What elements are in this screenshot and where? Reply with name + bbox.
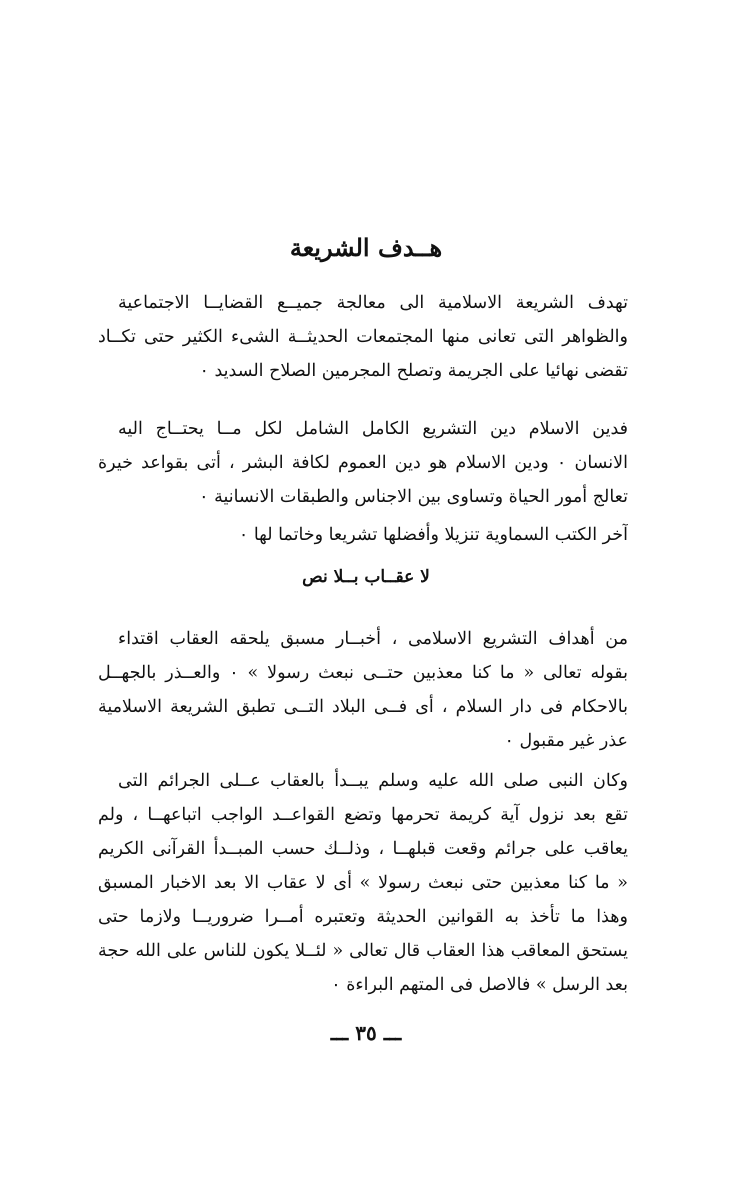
text-line: والظواهر التى تعانى منها المجتمعات الحديثــة الشىء الكثير حتى تكــاد: [98, 327, 628, 347]
page-number: ـــ ٣٥ ـــ: [330, 1021, 402, 1045]
text-line: بقوله تعالى « ما كنا معذبين حتــى نبعث رسولا » ٠ والعــذر بالجهــل: [98, 663, 628, 683]
text-line: « ما كنا معذبين حتى نبعث رسولا » أى لا عقاب الا بعد الاخبار المسبق: [98, 873, 628, 893]
text-line: الانسان ٠ ودين الاسلام هو دين العموم لكافة البشر ، أتى بقواعد خيرة: [98, 453, 628, 473]
text-line: بعد الرسل » فالاصل فى المتهم البراءة ٠: [331, 975, 628, 995]
section-subtitle: لا عقــاب بــلا نص: [302, 567, 430, 587]
text-line: فدين الاسلام دين التشريع الكامل الشامل لكل مــا يحتــاج اليه: [118, 419, 628, 439]
text-line: آخر الكتب السماوية تنزيلا وأفضلها تشريعا وخاتما لها ٠: [238, 525, 628, 545]
text-line: تقع بعد نزول آية كريمة تحرمها وتضع القواعــد الواجب اتباعهــا ، ولم: [98, 805, 628, 825]
text-line: من أهداف التشريع الاسلامى ، أخبــار مسبق يلحقه العقاب اقتداء: [118, 629, 628, 649]
text-line: تقضى نهائيا على الجريمة وتصلح المجرمين الصلاح السديد ٠: [199, 361, 628, 381]
page-title: هــدف الشريعة: [289, 233, 443, 262]
text-line: يستحق المعاقب هذا العقاب قال تعالى « لئــلا يكون للناس على الله حجة: [98, 941, 628, 961]
text-line: عذر غير مقبول ٠: [504, 731, 628, 751]
text-line: تعالج أمور الحياة وتساوى بين الاجناس والطبقات الانسانية ٠: [199, 487, 628, 507]
text-line: وكان النبى صلى الله عليه وسلم يبــدأ بالعقاب عــلى الجرائم التى: [118, 771, 628, 791]
text-line: يعاقب على جرائم وقعت قبلهــا ، وذلــك حسب المبــدأ القرآنى الكريم: [98, 839, 628, 859]
text-line: بالاحكام فى دار السلام ، أى فــى البلاد التــى تطبق الشريعة الاسلامية: [98, 697, 628, 717]
text-line: وهذا ما تأخذ به القوانين الحديثة وتعتبره أمــرا ضروريــا ولازما حتى: [98, 907, 628, 927]
text-line: تهدف الشريعة الاسلامية الى معالجة جميــع القضايــا الاجتماعية: [118, 293, 628, 313]
